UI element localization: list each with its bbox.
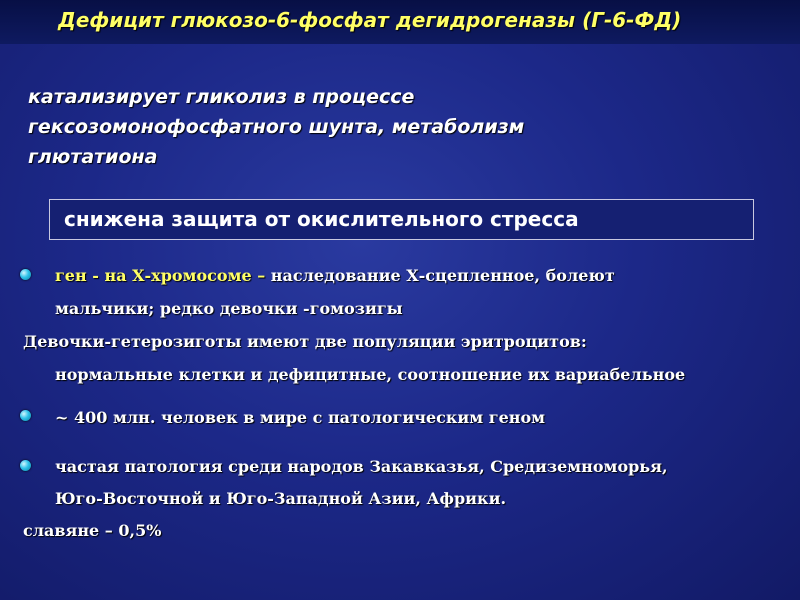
title-bar — [0, 0, 800, 44]
subtitle-line: катализирует гликолиз в процессе — [28, 86, 415, 108]
bullet-1-line-1 — [55, 266, 615, 285]
slide-title: Дефицит глюкозо-6-фосфат дегидрогеназы (Г-6-ФД) — [58, 8, 682, 32]
bullet-2-line: ~ 400 млн. человек в мире с патологическим геном — [55, 408, 546, 427]
bullet-3-line-2: Юго-Восточной и Юго-Западной Азии, Африки. — [55, 489, 507, 508]
subtitle — [28, 82, 728, 172]
bullet-dot-icon — [20, 460, 31, 471]
bullet-dot-icon — [20, 269, 31, 280]
slavs-line: славяне – 0,5% — [23, 521, 162, 540]
subtitle-line: гексозомонофосфатного шунта, метаболизм — [28, 116, 525, 138]
callout-box: снижена защита от окислительного стресса — [49, 199, 754, 240]
bullet-3-line-1: частая патология среди народов Закавказья, Средиземноморья, — [55, 457, 668, 476]
bullet-1-text: наследование Х-сцепленное, болеют — [265, 266, 615, 285]
girls-line-1: Девочки-гетерозиготы имеют две популяции эритроцитов: — [23, 332, 587, 351]
girls-line-2: нормальные клетки и дефицитные, соотношение их вариабельное — [55, 365, 686, 384]
bullet-dot-icon — [20, 410, 31, 421]
bullet-1-accent: ген - на Х-хромосоме – — [55, 266, 266, 285]
bullet-1-line-2: мальчики; редко девочки -гомозигы — [55, 299, 403, 318]
subtitle-line: глютатиона — [28, 146, 158, 168]
